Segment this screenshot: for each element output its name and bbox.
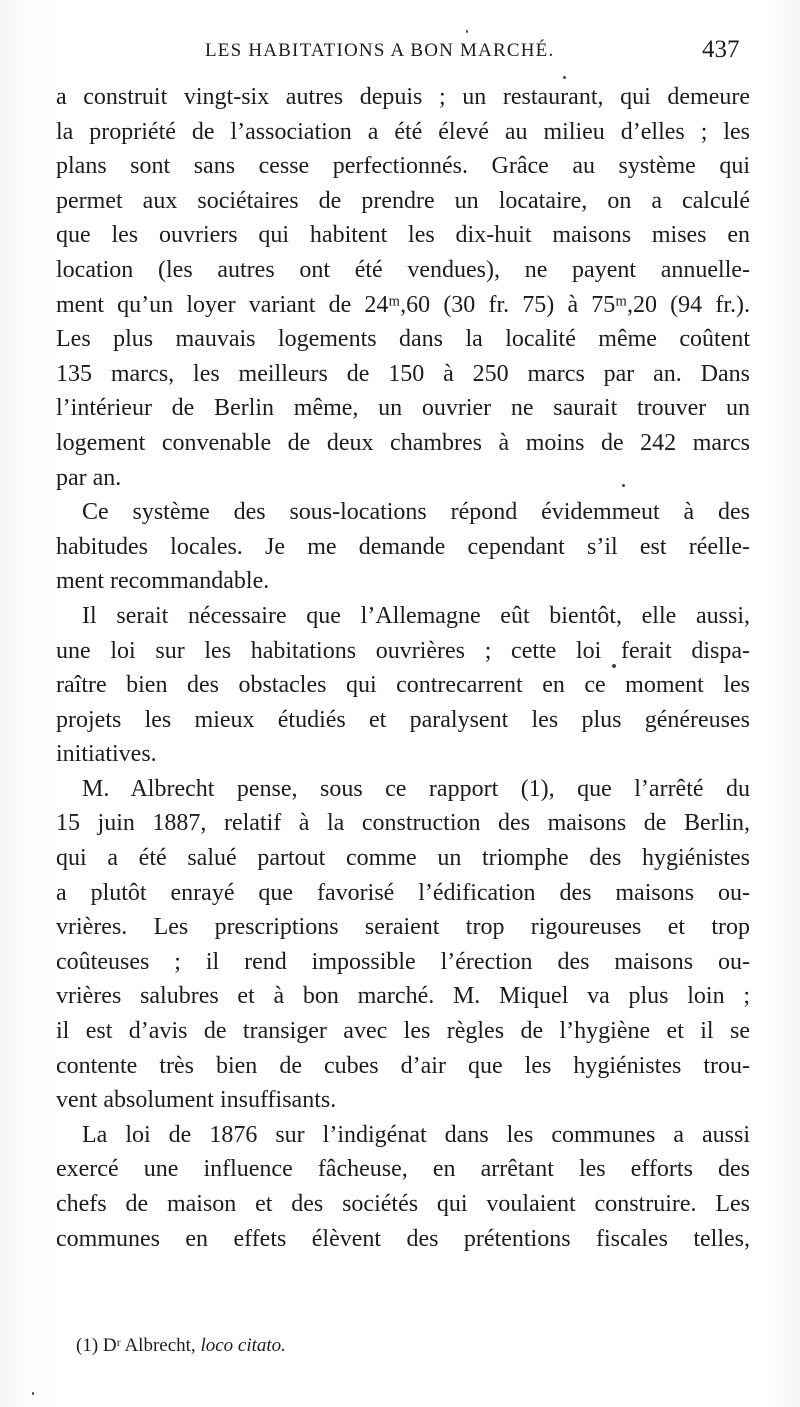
- text-line: vent absolument insuffisants.: [56, 1087, 337, 1114]
- print-speck: [612, 664, 616, 668]
- text-line: La loi de 1876 sur l’indigénat dans les communes a aussi: [82, 1121, 750, 1148]
- text-line: M. Albrecht pense, sous ce rapport (1), que l’arrêté du: [82, 775, 750, 802]
- body-text: [56, 80, 750, 1256]
- page-number: 437: [702, 36, 740, 63]
- running-title: LES HABITATIONS A BON MARCHÉ.: [205, 40, 555, 61]
- footnote: [76, 1335, 286, 1357]
- text-line: chefs de maison et des sociétés qui voulaient construire. Les: [56, 1191, 750, 1217]
- text-line: permet aux sociétaires de prendre un locataire, on a calculé: [56, 187, 750, 214]
- text-line: a construit vingt-six autres depuis ; un restaurant, qui demeure: [56, 84, 750, 110]
- text-line: ment recommandable.: [56, 568, 270, 595]
- text-line: habitudes locales. Je me demande cependant s’il est réelle-: [56, 533, 750, 560]
- print-speck: [622, 484, 625, 487]
- text-line: vrières salubres et à bon marché. M. Miquel va plus loin ;: [56, 983, 750, 1010]
- page-header: [0, 38, 800, 68]
- print-speck: [563, 76, 566, 79]
- text-line: projets les mieux étudiés et paralysent les plus généreuses: [56, 706, 750, 733]
- text-line: contente très bien de cubes d’air que les hygiénistes trou-: [56, 1052, 750, 1079]
- text-line: plans sont sans cesse perfectionnés. Grâce au système qui: [56, 153, 750, 180]
- text-line: il est d’avis de transiger avec les règles de l’hygiène et il se: [56, 1018, 750, 1045]
- footnote-citation: loco citato.: [200, 1335, 286, 1356]
- print-speck: [466, 30, 468, 33]
- text-line: par an.: [56, 464, 122, 491]
- text-line: initiatives.: [56, 741, 157, 768]
- text-line: vrières. Les prescriptions seraient trop rigoureuses et trop: [56, 914, 750, 941]
- text-line: 15 juin 1887, relatif à la construction des maisons de Berlin,: [56, 810, 750, 837]
- print-speck: [32, 1392, 34, 1395]
- text-line: location (les autres ont été vendues), ne payent annuelle-: [56, 256, 750, 283]
- text-line: a plutôt enrayé que favorisé l’édification des maisons ou-: [56, 879, 750, 906]
- text-line: logement convenable de deux chambres à moins de 242 marcs: [56, 429, 750, 456]
- text-line: Il serait nécessaire que l’Allemagne eût bientôt, elle aussi,: [82, 602, 750, 629]
- text-line: que les ouvriers qui habitent les dix-huit maisons mises en: [56, 222, 750, 249]
- text-line: une loi sur les habitations ouvrières ; cette loi ferait dispa-: [56, 637, 750, 664]
- text-line: raître bien des obstacles qui contrecarrent en ce moment les: [56, 672, 750, 699]
- text-line: l’intérieur de Berlin même, un ouvrier ne saurait trouver un: [56, 395, 750, 422]
- text-line: 135 marcs, les meilleurs de 150 à 250 marcs par an. Dans: [56, 360, 750, 387]
- text-line: la propriété de l’association a été élevé au milieu d’elles ; les: [56, 118, 750, 145]
- footnote-reference: (1) Dʳ Albrecht,: [76, 1335, 196, 1356]
- text-line: ment qu’un loyer variant de 24ᵐ,60 (30 fr. 75) à 75ᵐ,20 (94 fr.).: [56, 291, 750, 318]
- text-line: coûteuses ; il rend impossible l’érection des maisons ou-: [56, 948, 750, 975]
- text-line: exercé une influence fâcheuse, en arrêtant les efforts des: [56, 1156, 750, 1183]
- text-line: Ce système des sous-locations répond évidemmeut à des: [82, 499, 750, 526]
- text-line: qui a été salué partout comme un triomphe des hygiénistes: [56, 845, 750, 872]
- text-line: Les plus mauvais logements dans la localité même coûtent: [56, 326, 750, 353]
- text-line: communes en effets élèvent des prétentions fiscales telles,: [56, 1225, 750, 1252]
